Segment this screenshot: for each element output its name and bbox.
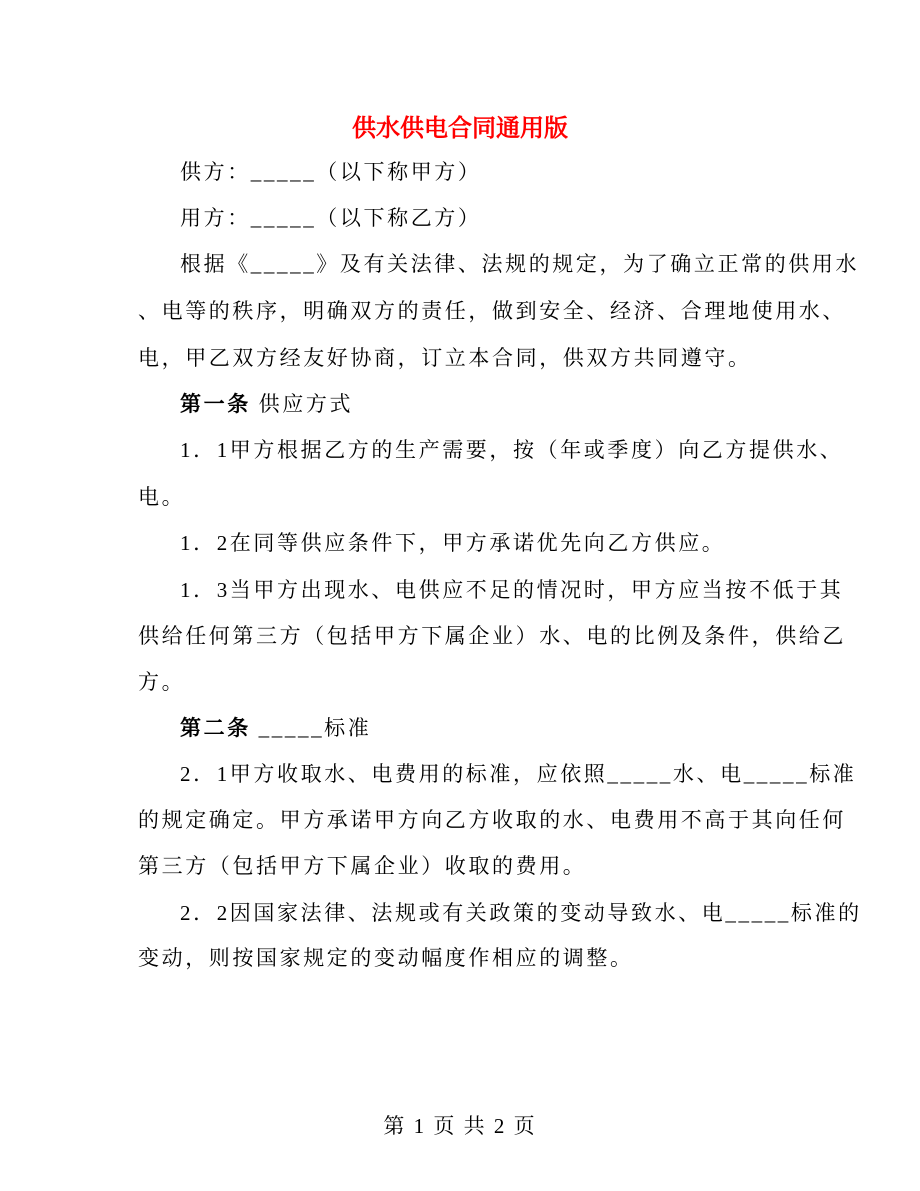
clause-line: 供给任何第三方（包括甲方下属企业）水、电的比例及条件，供给乙 <box>138 624 846 648</box>
article-title: _____标准 <box>258 716 372 740</box>
clause-line: 电。 <box>138 485 186 509</box>
clause-line: 方。 <box>138 670 186 694</box>
clause-line: 1．2在同等供应条件下，甲方承诺优先向乙方供应。 <box>180 531 726 555</box>
article-number: 第二条 <box>180 716 251 740</box>
preamble-line: 根据《_____》及有关法律、法规的规定，为了确立正常的供用水 <box>180 252 860 276</box>
preamble-line: 电，甲乙双方经友好协商，订立本合同，供双方共同遵守。 <box>138 346 752 370</box>
article-1-heading <box>180 391 353 417</box>
preamble-line: 、电等的秩序，明确双方的责任，做到安全、经济、合理地使用水、 <box>138 299 846 323</box>
page-number: 第 1 页 共 2 页 <box>383 1114 537 1138</box>
clause-line: 的规定确定。甲方承诺甲方向乙方收取的水、电费用不高于其向任何 <box>138 808 846 832</box>
user-line: 用方：_____（以下称乙方） <box>180 206 482 230</box>
article-2-heading <box>180 715 371 741</box>
clause-line: 1．1甲方根据乙方的生产需要，按（年或季度）向乙方提供水、 <box>180 438 844 462</box>
article-title: 供应方式 <box>258 392 354 416</box>
clause-line: 2．2因国家法律、法规或有关政策的变动导致水、电_____标准的 <box>180 901 862 925</box>
clause-line: 第三方（包括甲方下属企业）收取的费用。 <box>138 854 587 878</box>
clause-line: 2．1甲方收取水、电费用的标准，应依照_____水、电_____标准 <box>180 762 857 786</box>
document-title: 供水供电合同通用版 <box>352 115 568 142</box>
clause-line: 变动，则按国家规定的变动幅度作相应的调整。 <box>138 946 634 970</box>
supplier-line: 供方：_____（以下称甲方） <box>180 160 482 184</box>
article-number: 第一条 <box>180 392 251 416</box>
clause-line: 1．3当甲方出现水、电供应不足的情况时，甲方应当按不低于其 <box>180 578 844 602</box>
